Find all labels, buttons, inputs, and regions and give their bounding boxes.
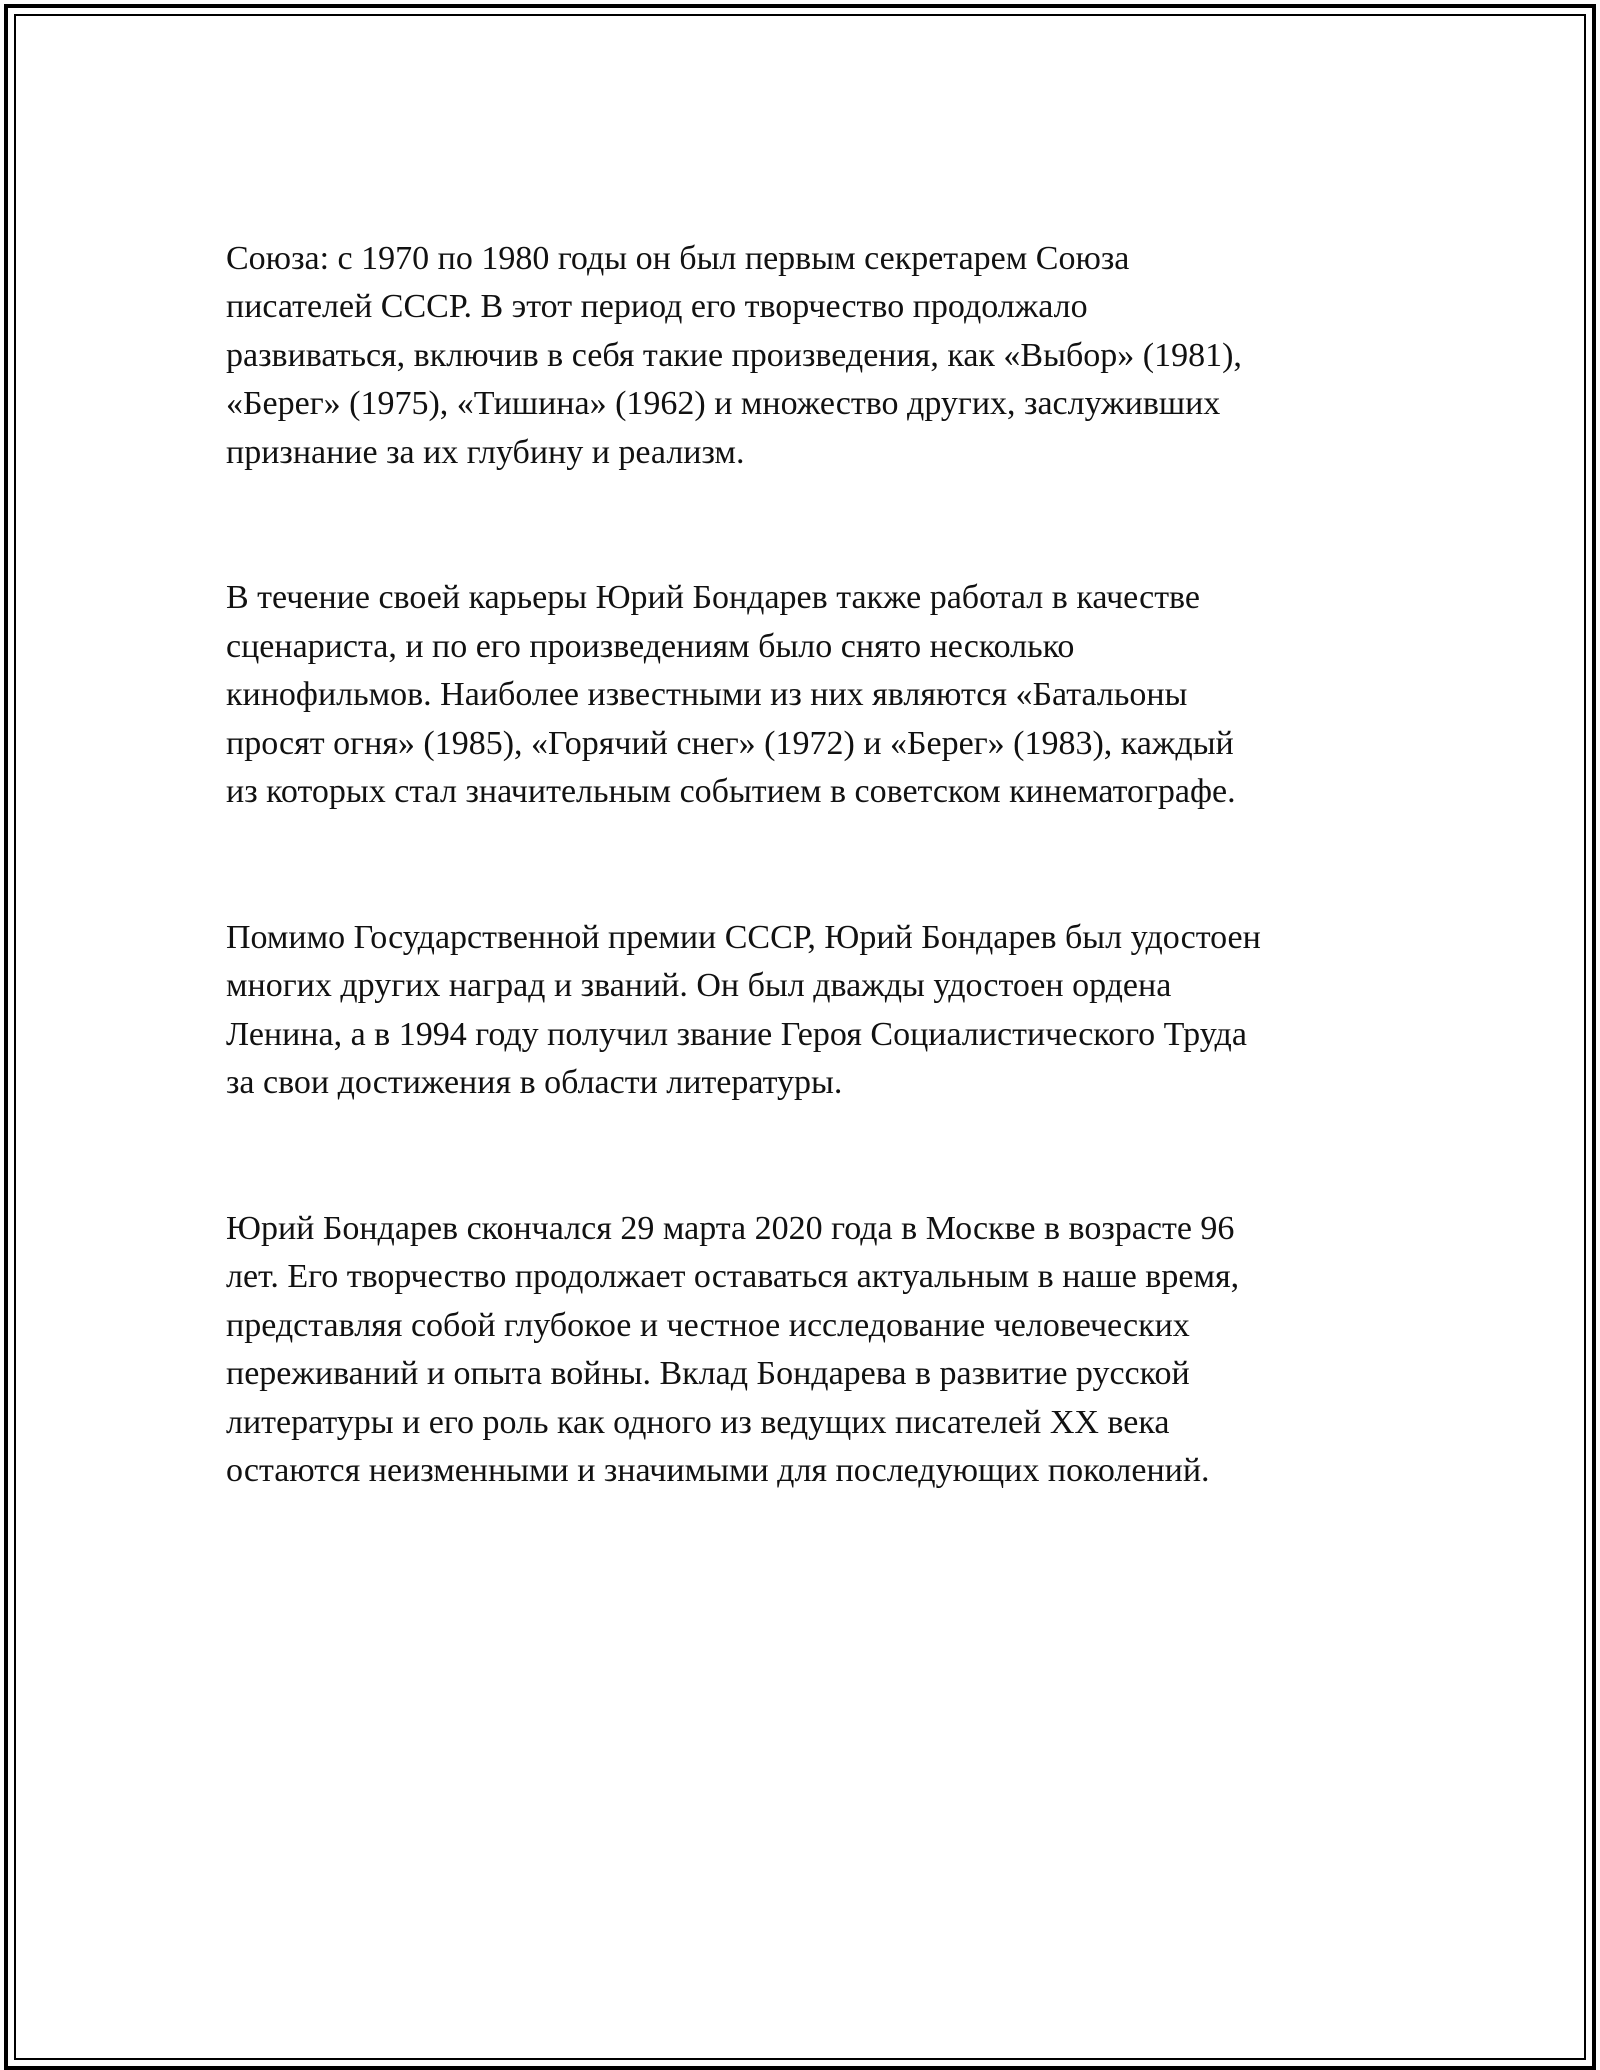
paragraph-bondarev-screenwriting: В течение своей карьеры Юрий Бондарев также работал в качестве сценариста, и по его произведениям было снято несколько кинофильмов. Наиболее известными из них являются «Батальоны просят огня» (1985), «Горячий снег» (1972) и «Берег» (1983), каждый из которых стал значительным событием в советском кинематографе. xyxy=(226,579,1236,810)
paragraph-bondarev-awards: Помимо Государственной премии СССР, Юрий Бондарев был удостоен многих других наград и званий. Он был дважды удостоен ордена Ленина, а в 1994 году получил звание Героя Социалистического Труда за свои достижения в области литературы. xyxy=(226,918,1261,1101)
paragraph-bondarev-union-secretary: Союза: с 1970 по 1980 годы он был первым секретарем Союза писателей СССР. В этот период его творчество продолжало развиваться, включив в себя такие произведения, как «Выбор» (1981), «Берег» (1975), «Тишина» (1962) и множество других, заслуживших признание за их глубину и реализм. xyxy=(226,239,1242,471)
paragraph-bondarev-death-legacy: Юрий Бондарев скончался 29 марта 2020 года в Москве в возрасте 96 лет. Его творчество продолжает оставаться актуальным в наше время, представляя собой глубокое и честное исследование человеческих переживаний и опыта войны. Вклад Бондарева в развитие русской литературы и его роль как одного из ведущих писателей XX века остаются неизменными и значимыми для последующих поколений. xyxy=(226,1209,1240,1489)
document-body xyxy=(226,186,1386,1544)
